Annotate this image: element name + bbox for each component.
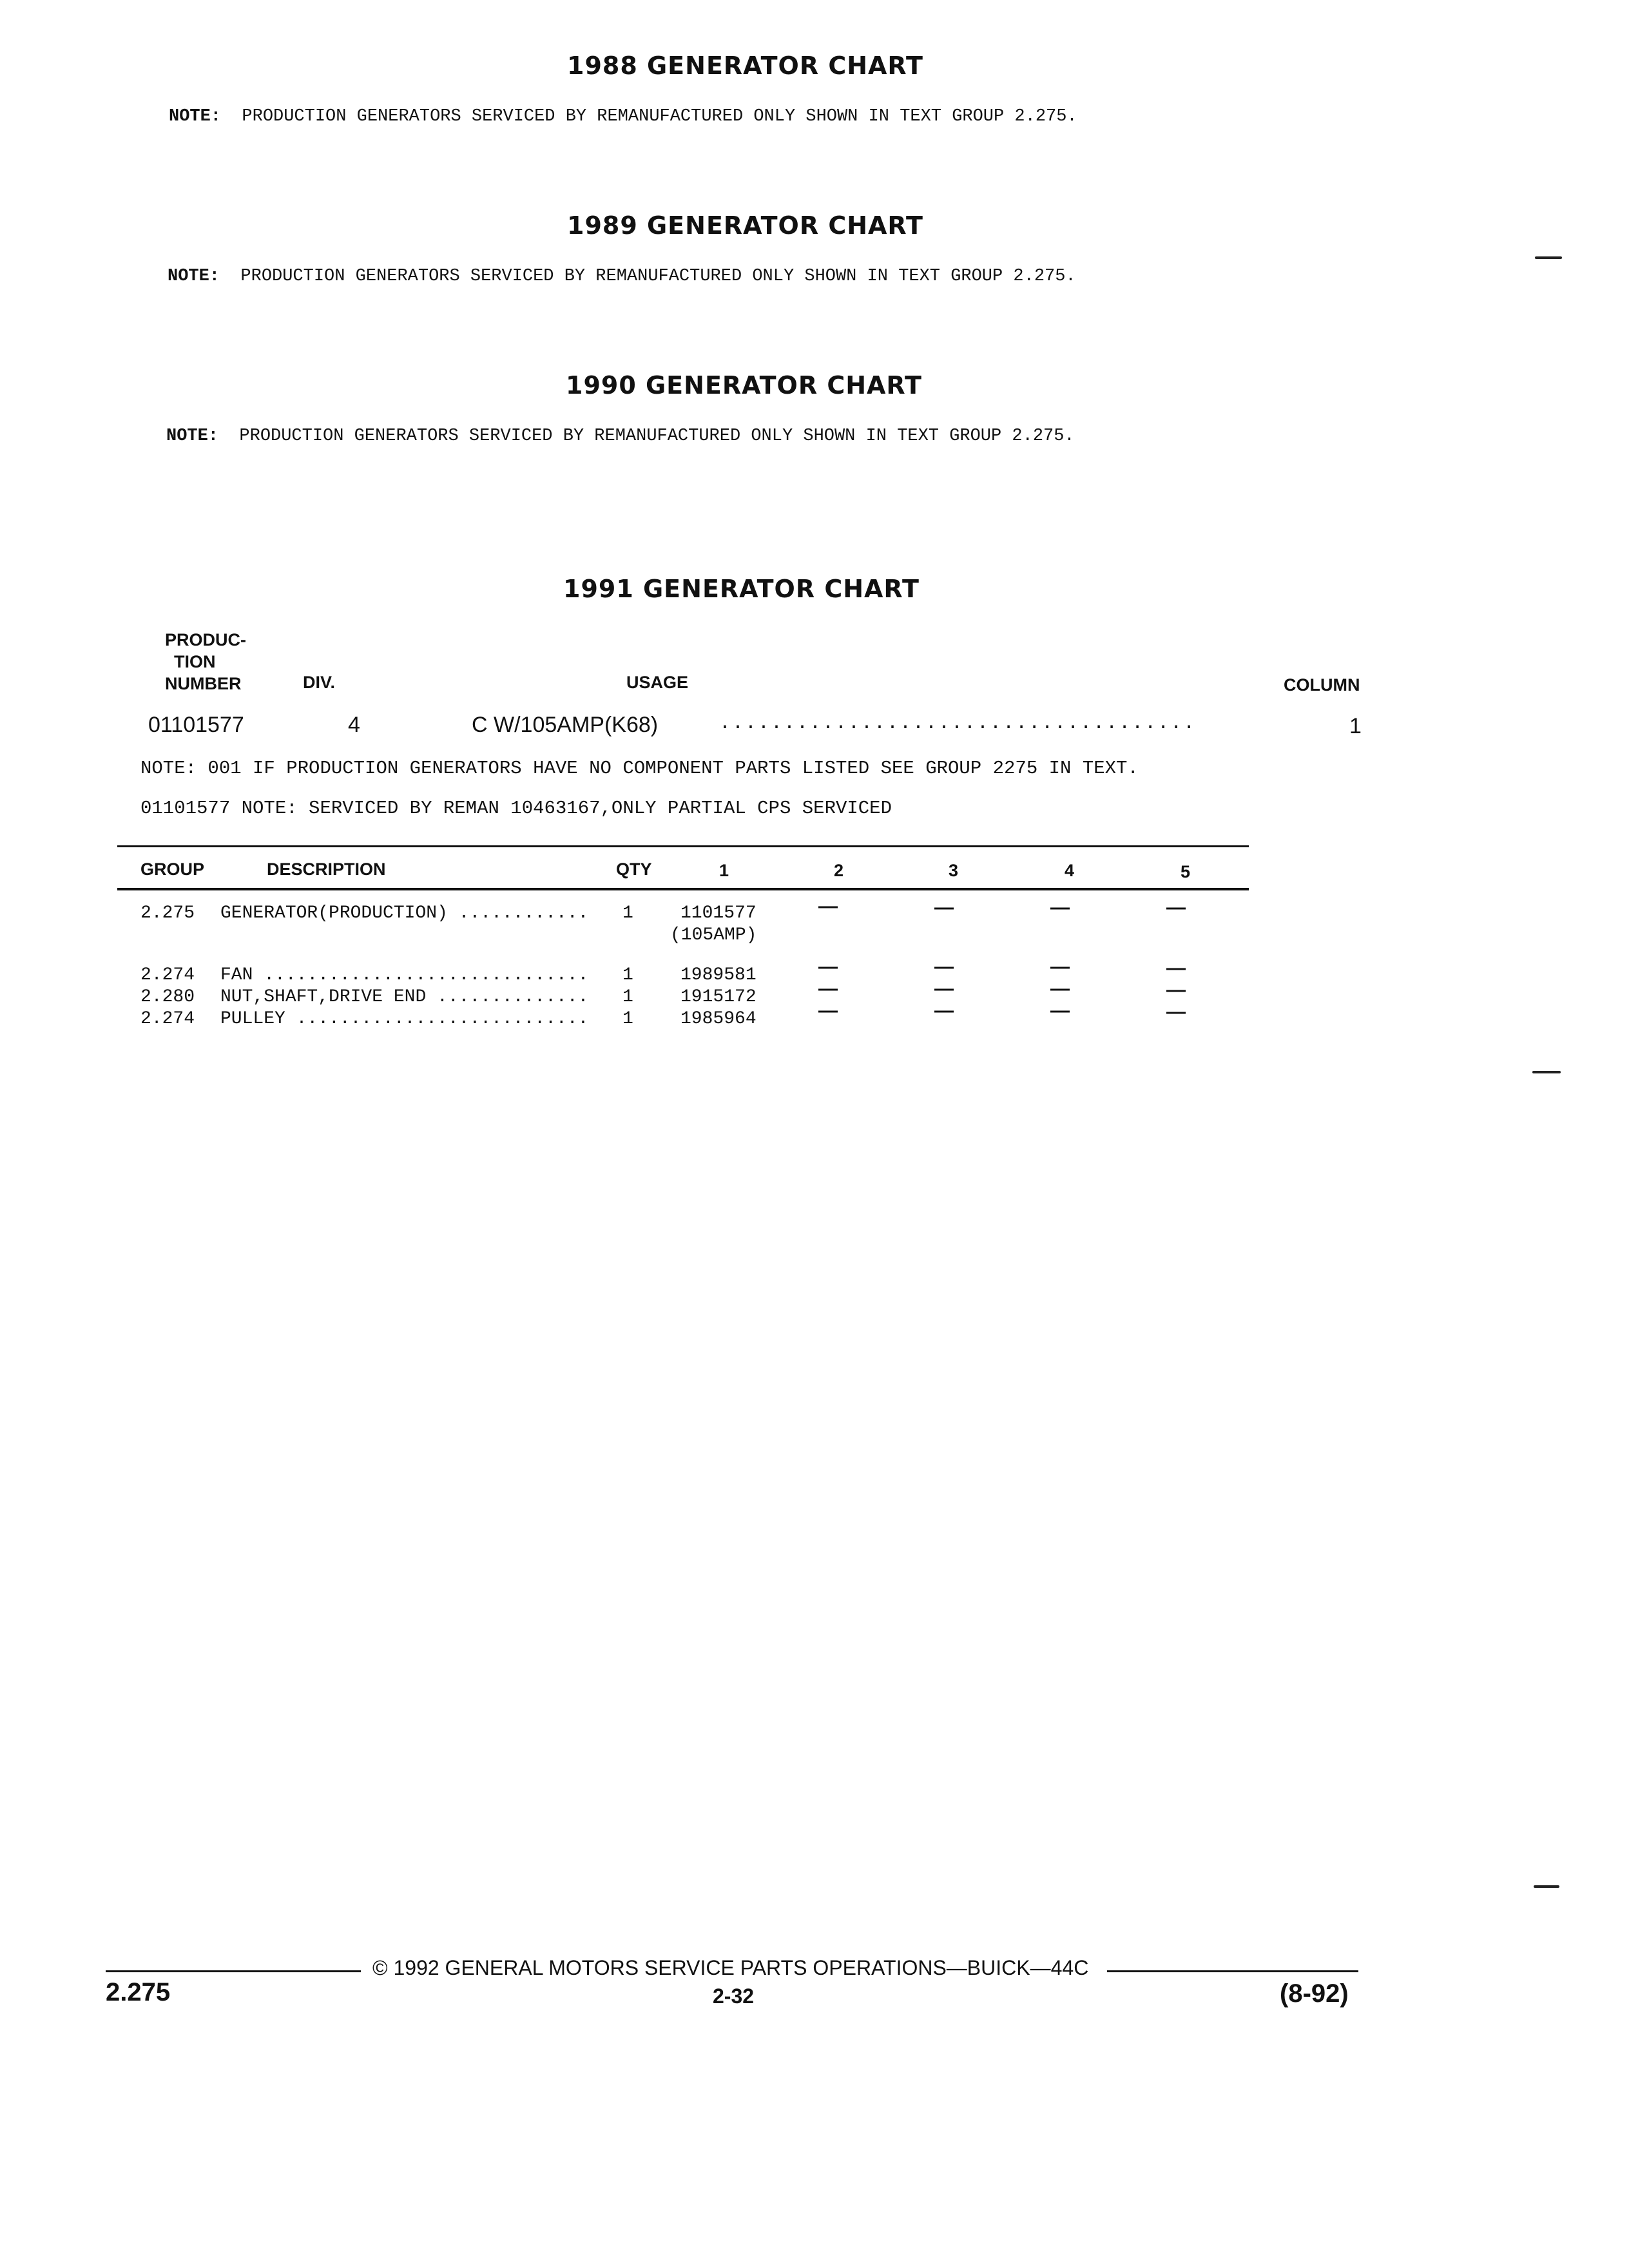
header-production-line3: NUMBER: [165, 674, 242, 693]
cell-col3: —: [934, 1000, 954, 1021]
table-row: [140, 965, 195, 985]
header-column: COLUMN: [1284, 675, 1360, 695]
cell-col4: —: [1050, 897, 1070, 918]
margin-change-mark: [1532, 1071, 1561, 1073]
cell-description: NUT,SHAFT,DRIVE END ..............: [220, 987, 589, 1007]
header-usage: USAGE: [626, 673, 689, 692]
cell-col2: —: [818, 978, 838, 999]
footer-section-number: 2.275: [106, 1978, 171, 2006]
header-div: DIV.: [303, 673, 336, 692]
note-text: PRODUCTION GENERATORS SERVICED BY REMANUFACTURED ONLY SHOWN IN TEXT GROUP 2.275.: [239, 427, 1075, 446]
cell-col5: —: [1166, 957, 1186, 979]
production-column: 1: [1349, 714, 1362, 738]
chart-note-reman: 01101577 NOTE: SERVICED BY REMAN 10463167,ONLY PARTIAL CPS SERVICED: [140, 798, 892, 819]
cell-col3: —: [934, 956, 954, 977]
header-production-number: [165, 629, 249, 695]
note-label: NOTE:: [169, 107, 222, 126]
table-header-rule: [117, 888, 1249, 890]
cell-qty: 1: [622, 903, 633, 923]
table-header-col3: 3: [949, 861, 959, 880]
header-production-line2: TION: [174, 652, 216, 671]
note-label: NOTE:: [166, 427, 219, 446]
footer-page-number: 2-32: [713, 1984, 755, 2008]
cell-col4: —: [1050, 956, 1070, 977]
cell-part-number: 1985964: [680, 1009, 757, 1029]
table-row: [140, 1009, 195, 1029]
production-usage: C W/105AMP(K68): [472, 713, 659, 737]
table-header-col4: 4: [1065, 861, 1075, 880]
chart-title-1989: 1989 GENERATOR CHART: [567, 211, 923, 240]
cell-description: PULLEY ...........................: [220, 1009, 589, 1029]
cell-col5: —: [1166, 897, 1186, 918]
usage-leader-dots: .....................................: [719, 713, 1197, 735]
footer-rule-left: [106, 1970, 361, 1972]
production-number: 01101577: [148, 713, 244, 737]
footer-revision-date: (8-92): [1280, 1979, 1349, 2008]
table-row: [140, 987, 195, 1007]
cell-group: 2.274: [140, 965, 195, 985]
cell-qty: 1: [622, 1009, 633, 1029]
table-header-col1: 1: [719, 861, 729, 880]
cell-group: 2.275: [140, 903, 195, 923]
table-header-description: DESCRIPTION: [267, 860, 386, 879]
cell-description: FAN ..............................: [220, 965, 589, 985]
chart-note-1988: [169, 107, 1077, 126]
table-header-col2: 2: [834, 861, 844, 880]
chart-note-001: NOTE: 001 IF PRODUCTION GENERATORS HAVE NO COMPONENT PARTS LISTED SEE GROUP 2275 IN TEXT.: [140, 758, 1139, 779]
table-header-qty: QTY: [616, 860, 652, 879]
table-row: [140, 903, 195, 923]
cell-col4: —: [1050, 1000, 1070, 1021]
cell-part-number: 1989581: [680, 965, 757, 985]
table-top-rule: [117, 845, 1249, 847]
footer-copyright: © 1992 GENERAL MOTORS SERVICE PARTS OPERATIONS—BUICK—44C: [372, 1956, 1089, 1979]
chart-title-1991: 1991 GENERATOR CHART: [563, 575, 920, 603]
production-div: 4: [348, 713, 360, 737]
cell-description: GENERATOR(PRODUCTION) ............: [220, 903, 589, 923]
cell-qty: 1: [622, 965, 633, 985]
cell-col2: —: [818, 896, 838, 917]
cell-col2: —: [818, 1000, 838, 1021]
header-production-line1: PRODUC-: [165, 630, 246, 649]
cell-part-number: 1101577: [680, 903, 757, 923]
margin-change-mark: [1534, 1885, 1559, 1888]
table-header-group: GROUP: [140, 860, 205, 879]
cell-col3: —: [934, 978, 954, 999]
cell-col5: —: [1166, 1001, 1186, 1023]
note-text: PRODUCTION GENERATORS SERVICED BY REMANUFACTURED ONLY SHOWN IN TEXT GROUP 2.275.: [242, 107, 1077, 126]
cell-part-number: 1915172: [680, 987, 757, 1007]
cell-part-note: (105AMP): [670, 925, 757, 945]
chart-title-1990: 1990 GENERATOR CHART: [566, 371, 922, 399]
chart-note-1990: [166, 427, 1075, 446]
cell-qty: 1: [622, 987, 633, 1007]
cell-col2: —: [818, 956, 838, 977]
chart-title-1988: 1988 GENERATOR CHART: [567, 52, 923, 80]
cell-col5: —: [1166, 979, 1186, 1001]
footer-rule-right: [1107, 1970, 1358, 1972]
note-text: PRODUCTION GENERATORS SERVICED BY REMANUFACTURED ONLY SHOWN IN TEXT GROUP 2.275.: [240, 267, 1076, 286]
cell-group: 2.280: [140, 987, 195, 1007]
cell-col3: —: [934, 897, 954, 918]
cell-col4: —: [1050, 978, 1070, 999]
margin-change-mark: [1535, 256, 1562, 259]
cell-group: 2.274: [140, 1009, 195, 1029]
note-label: NOTE:: [168, 267, 220, 286]
chart-note-1989: [168, 267, 1076, 286]
table-header-col5: 5: [1181, 862, 1191, 881]
